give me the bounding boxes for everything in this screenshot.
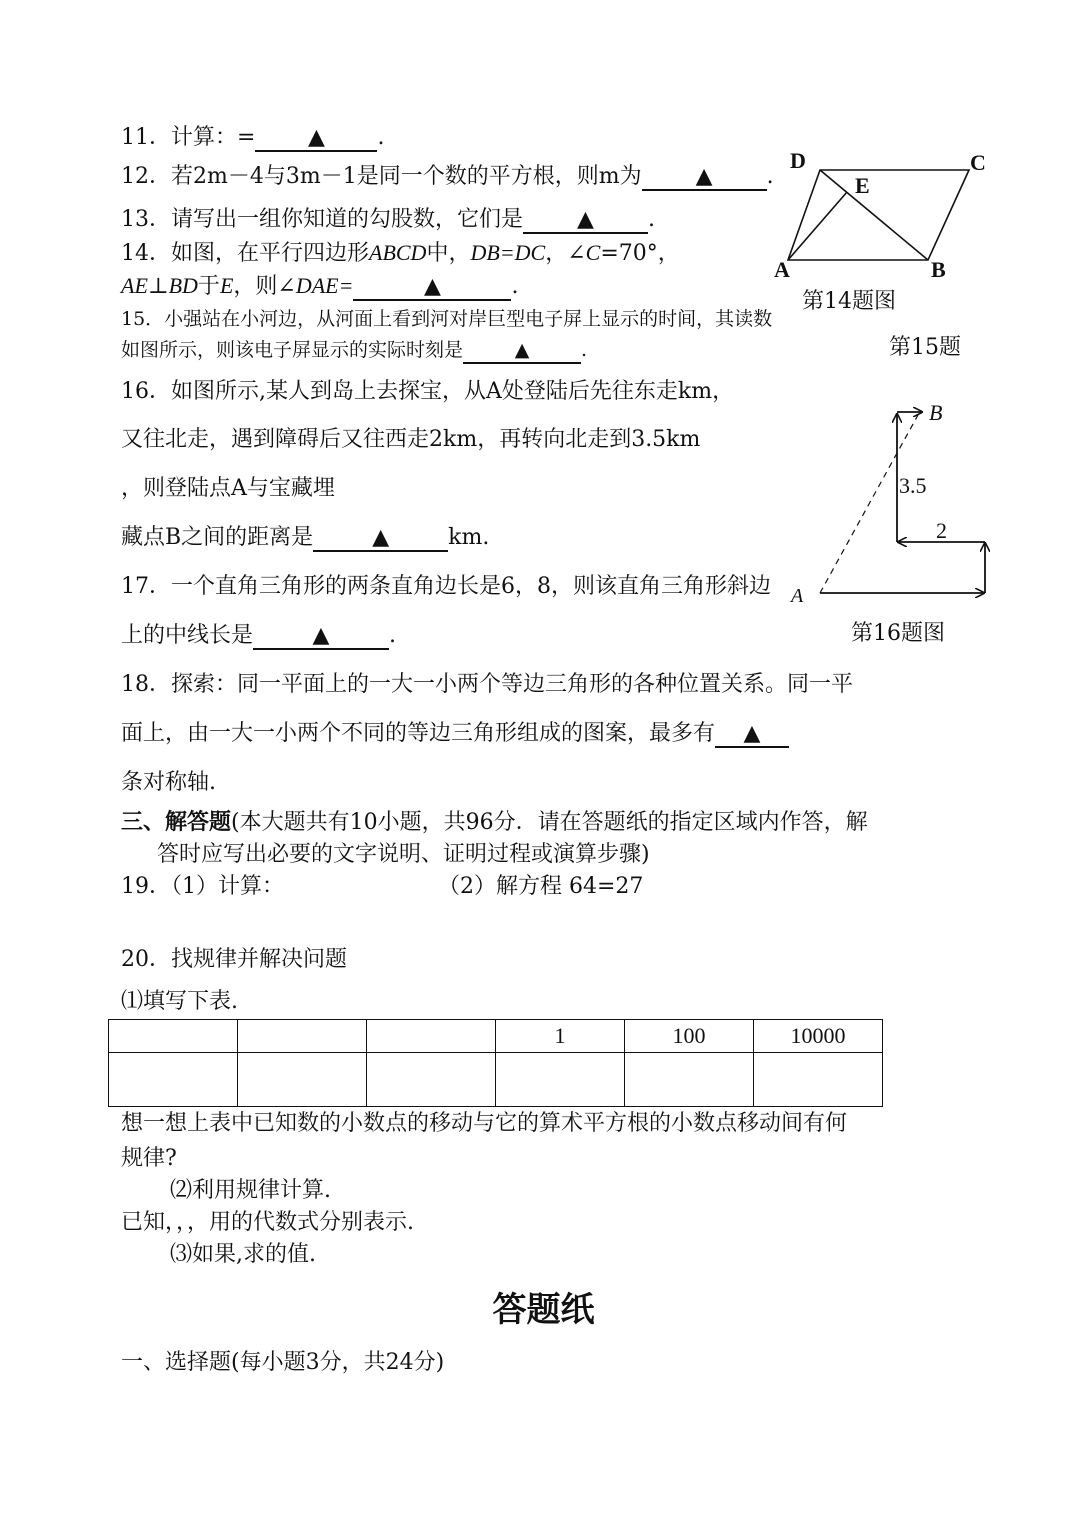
q14-end: .	[511, 274, 519, 299]
table-cell[interactable]	[625, 1053, 754, 1107]
question-16-line1: 16．如图所示,某人到岛上去探宝，从A处登陆后先往东走km，	[121, 379, 735, 404]
answer-blank-13	[523, 208, 648, 234]
q13-end: .	[648, 207, 655, 232]
q16-unit: km.	[448, 525, 490, 550]
table-cell[interactable]	[496, 1053, 625, 1107]
fig16-label-a: A	[791, 585, 804, 607]
q11-end: .	[377, 125, 385, 150]
question-18-line3: 条对称轴.	[121, 770, 216, 795]
section-3-heading: 三、解答题	[121, 809, 232, 835]
fill-table	[108, 1019, 883, 1107]
fig14-label-d: D	[790, 148, 806, 173]
answer-blank-14	[353, 275, 511, 301]
table-cell[interactable]	[367, 1053, 496, 1107]
distance-line-ab	[820, 415, 918, 593]
figure-16-caption: 第16题图	[851, 621, 945, 646]
question-19-part2: （2）解方程 64=27	[438, 874, 644, 899]
q14-sep: ，∠	[545, 241, 586, 266]
blank-mark: ▲	[743, 721, 761, 746]
answer-blank-18	[715, 722, 789, 748]
fig16-value-35: 3.5	[899, 473, 927, 498]
question-17-line2	[121, 622, 396, 650]
section-3-desc1: (本大题共有10小题，共96分．请在答题纸的指定区域内作答，解	[231, 810, 868, 835]
table-row	[109, 1020, 883, 1053]
section-3-heading-line	[121, 808, 868, 837]
q14-dae: DAE=	[295, 273, 354, 298]
question-12	[121, 163, 774, 191]
table-cell[interactable]	[754, 1053, 883, 1107]
q14-ze: ，则∠	[233, 274, 296, 299]
question-16-line4	[121, 524, 489, 552]
blank-mark: ▲	[423, 274, 441, 299]
answer-sheet-title: 答题纸	[492, 1290, 595, 1330]
question-19-part1: 19．（1）计算：	[121, 874, 284, 899]
table-cell: 10000	[754, 1020, 883, 1053]
q11-text: 11．计算：=	[121, 125, 256, 150]
figure-14-caption: 第14题图	[802, 289, 896, 314]
answer-blank-16	[313, 526, 448, 552]
answer-blank-12	[642, 165, 767, 191]
q12-end: .	[766, 164, 774, 189]
q14-angle: =70°，	[600, 241, 680, 266]
fig14-label-b: B	[931, 257, 946, 282]
table-cell[interactable]	[238, 1020, 367, 1053]
q13-text: 13．请写出一组你知道的勾股数，它们是	[121, 207, 523, 232]
parallelogram-abcd	[788, 170, 969, 260]
blank-mark: ▲	[577, 207, 594, 232]
question-20-think1: 想一想上表中已知数的小数点的移动与它的算术平方根的小数点移动间有何	[121, 1111, 848, 1136]
blank-mark: ▲	[312, 623, 330, 648]
question-17-line1: 17．一个直角三角形的两条直角边长是6，8，则该直角三角形斜边	[121, 574, 771, 599]
table-cell[interactable]	[109, 1020, 238, 1053]
table-cell[interactable]	[109, 1053, 238, 1107]
fig16-value-2: 2	[936, 518, 947, 543]
q14-abcd: ABCD	[369, 240, 427, 265]
table-cell[interactable]	[367, 1020, 496, 1053]
question-16-line3: ，则登陆点A与宝藏埋	[121, 476, 335, 501]
question-20-sub3: ⑶如果,求的值.	[170, 1242, 316, 1267]
question-18-line2	[121, 720, 789, 748]
blank-mark: ▲	[372, 525, 390, 550]
table-cell: 1	[496, 1020, 625, 1053]
q17-text: 上的中线长是	[121, 623, 254, 648]
blank-mark: ▲	[695, 164, 713, 189]
question-20-sub1: ⑴填写下表.	[121, 989, 238, 1014]
question-20-known: 已知，，，用的代数式分别表示.	[121, 1210, 414, 1235]
table-row	[109, 1053, 883, 1107]
q14-yu: 于	[197, 274, 220, 299]
q16-text: 藏点B之间的距离是	[121, 525, 314, 550]
blank-mark: ▲	[307, 125, 325, 150]
blank-mark: ▲	[514, 339, 530, 361]
table-cell[interactable]	[238, 1053, 367, 1107]
question-20-think2: 规律?	[121, 1146, 177, 1171]
q14-e: E	[219, 273, 234, 298]
q14-c: C	[585, 240, 601, 265]
q15-end: .	[581, 339, 588, 361]
question-14-line1	[121, 239, 680, 268]
question-20-sub2: ⑵利用规律计算.	[170, 1178, 331, 1203]
q18-text: 面上，由一大一小两个不同的等边三角形组成的图案，最多有	[121, 721, 716, 746]
figure-16-path-diagram	[790, 395, 1010, 615]
figure-15-caption: 第15题	[889, 335, 961, 360]
q14-text-a: 14．如图，在平行四边形	[121, 241, 369, 266]
q17-end: .	[389, 623, 397, 648]
q14-ae: AE	[121, 273, 148, 298]
q14-bd: BD	[168, 273, 198, 298]
answer-blank-15	[463, 338, 581, 364]
table-cell: 100	[625, 1020, 754, 1053]
question-18-line1: 18．探索：同一平面上的一大一小两个等边三角形的各种位置关系。同一平	[121, 672, 853, 697]
q14-dbdc: DB=DC	[470, 240, 546, 265]
segment-ae	[788, 192, 847, 260]
section-3-desc2: 答时应写出必要的文字说明、证明过程或演算步骤)	[157, 842, 650, 867]
answer-blank-17	[253, 624, 389, 650]
answer-blank-11	[255, 126, 377, 152]
question-14-line2	[121, 272, 518, 301]
fig14-label-e: E	[855, 173, 870, 198]
answer-sheet-section1: 一、选择题(每小题3分，共24分)	[121, 1350, 445, 1375]
q14-perp: ⊥	[147, 274, 169, 299]
question-15-line2	[121, 336, 587, 364]
question-11	[121, 124, 384, 152]
q12-text: 12．若2m－4与3m－1是同一个数的平方根，则m为	[121, 164, 642, 189]
question-16-line2: 又往北走，遇到障碍后又往西走2km，再转向北走到3.5km	[121, 427, 701, 452]
q15-text: 如图所示，则该电子屏显示的实际时刻是	[121, 339, 464, 361]
q14-text-b: 中，	[426, 241, 471, 266]
question-15-line1: 15．小强站在小河边，从河面上看到河对岸巨型电子屏上显示的时间，其读数	[121, 308, 773, 330]
fig16-label-b: B	[929, 400, 943, 425]
question-20-title: 20．找规律并解决问题	[121, 947, 347, 972]
fig14-label-a: A	[774, 257, 790, 282]
question-13	[121, 206, 655, 234]
fig14-label-c: C	[970, 150, 986, 175]
diagonal-bd	[820, 170, 928, 260]
